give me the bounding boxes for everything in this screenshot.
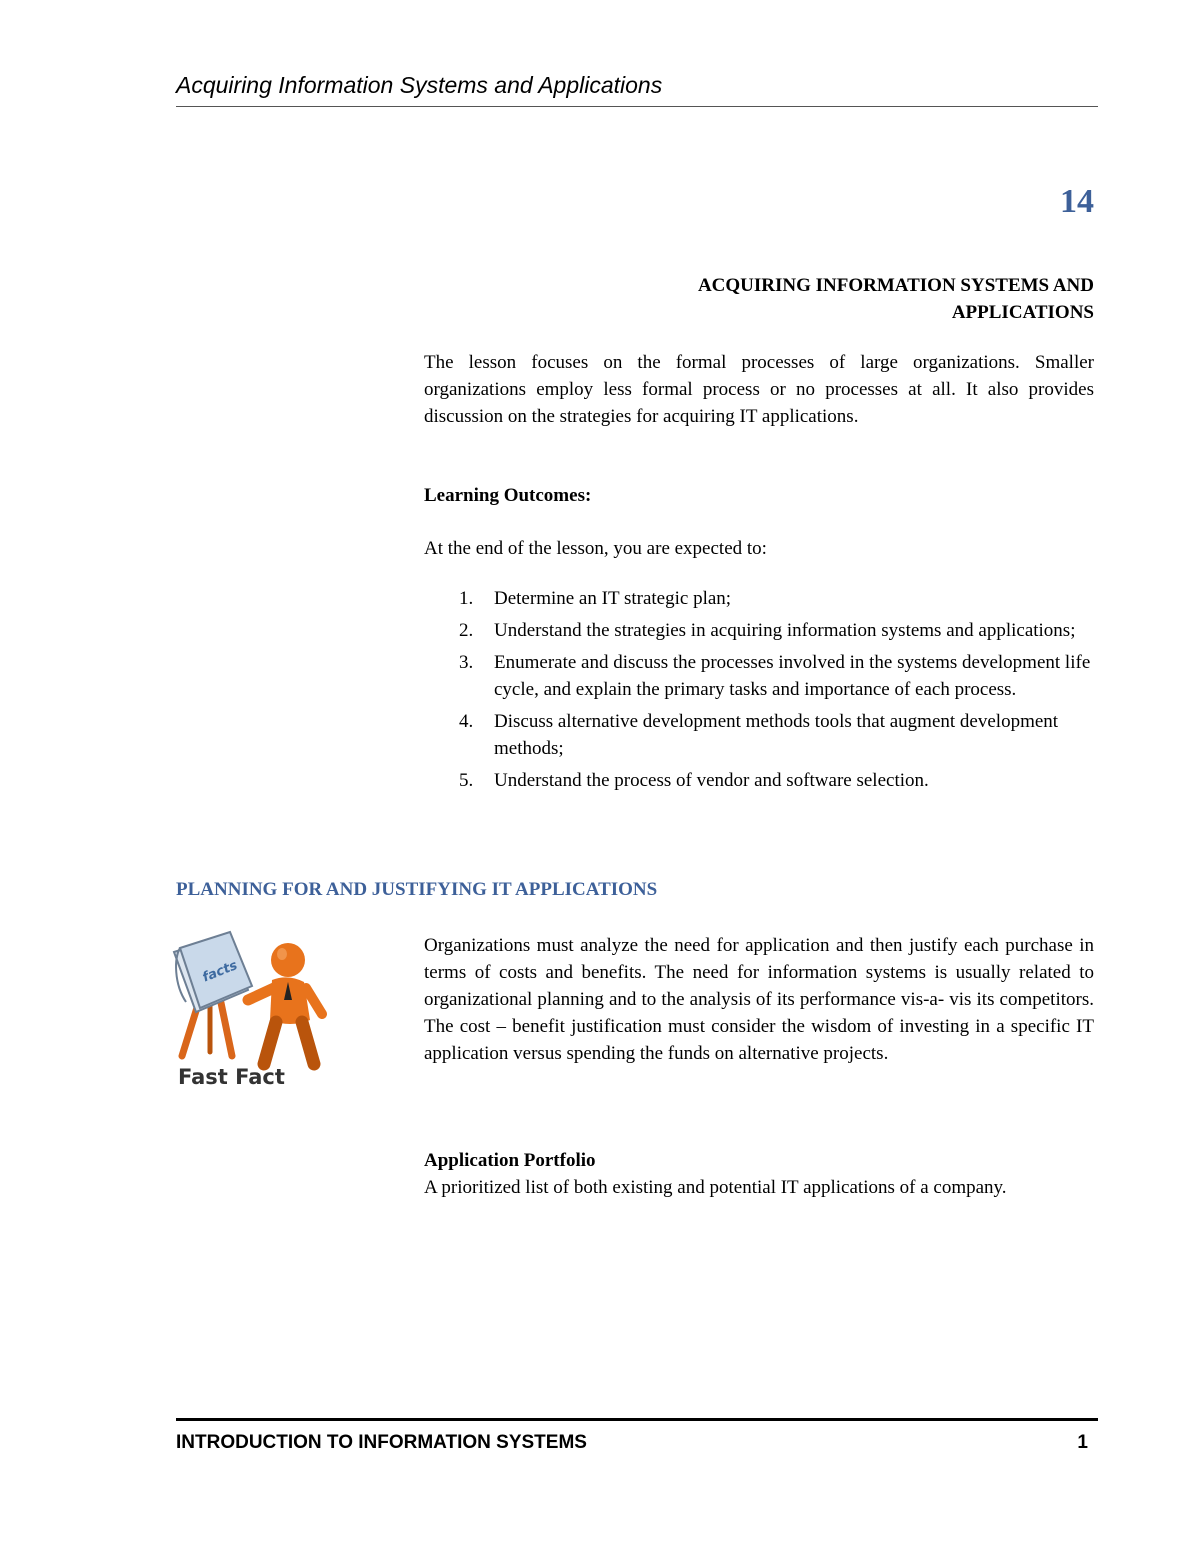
fast-fact-illustration	[160, 928, 330, 1098]
learning-outcomes-lead: At the end of the lesson, you are expected to:	[424, 538, 767, 559]
list-item-text: Understand the process of vendor and software selection.	[494, 770, 929, 791]
list-item-text: Discuss alternative development methods tools that augment development methods;	[494, 711, 1059, 759]
list-item-text: Enumerate and discuss the processes involved in the systems development life cycle, and explain the primary tasks and importance of each process.	[494, 652, 1091, 700]
facts-board-icon	[174, 932, 252, 1012]
list-item-number: 1.	[459, 588, 474, 609]
footer-rule	[176, 1418, 1098, 1421]
learning-outcomes-list	[424, 585, 1094, 799]
chapter-title-line-1: ACQUIRING INFORMATION SYSTEMS AND	[697, 275, 1094, 296]
list-item	[424, 617, 1094, 644]
facts-board-text: facts	[200, 958, 240, 986]
application-portfolio-heading: Application Portfolio	[424, 1150, 596, 1171]
learning-outcomes-heading: Learning Outcomes:	[424, 485, 592, 506]
list-item-text: Determine an IT strategic plan;	[494, 588, 732, 609]
page-number: 1	[1077, 1432, 1088, 1453]
list-item	[424, 585, 1094, 612]
application-portfolio-definition: A prioritized list of both existing and potential IT applications of a company.	[424, 1177, 1007, 1198]
chapter-number: 14	[1060, 183, 1094, 220]
planning-paragraph: Organizations must analyze the need for application and then justify each purchase in terms of costs and benefits. The need for information systems is usually related to organizational planning and to the analysis of its performance vis-a- vis its competitors. The cost – benefit justification must consider the wisdom of investing in a specific IT application versus spending the funds on alternative projects.	[424, 935, 1094, 1064]
footer-title: INTRODUCTION TO INFORMATION SYSTEMS	[176, 1432, 587, 1453]
running-header: Acquiring Information Systems and Applications	[176, 72, 663, 98]
list-item-number: 5.	[459, 770, 474, 791]
presenter-figure-icon	[248, 943, 322, 1064]
section-heading: PLANNING FOR AND JUSTIFYING IT APPLICATIONS	[176, 879, 658, 900]
chapter-title-line-2: APPLICATIONS	[951, 302, 1094, 323]
fast-fact-caption: Fast Fact	[178, 1065, 285, 1089]
header-rule	[176, 106, 1098, 107]
list-item-number: 2.	[459, 620, 474, 641]
list-item	[424, 649, 1094, 703]
list-item-number: 4.	[459, 711, 474, 732]
list-item-number: 3.	[459, 652, 474, 673]
list-item-text: Understand the strategies in acquiring information systems and applications;	[494, 620, 1076, 641]
list-item	[424, 708, 1094, 762]
list-item	[424, 767, 1094, 794]
chapter-title	[424, 272, 1094, 326]
intro-paragraph: The lesson focuses on the formal processes of large organizations. Smaller organizations employ less formal process or no processes at all. It also provides discussion on the strategies for acquiring IT applications.	[424, 352, 1094, 427]
